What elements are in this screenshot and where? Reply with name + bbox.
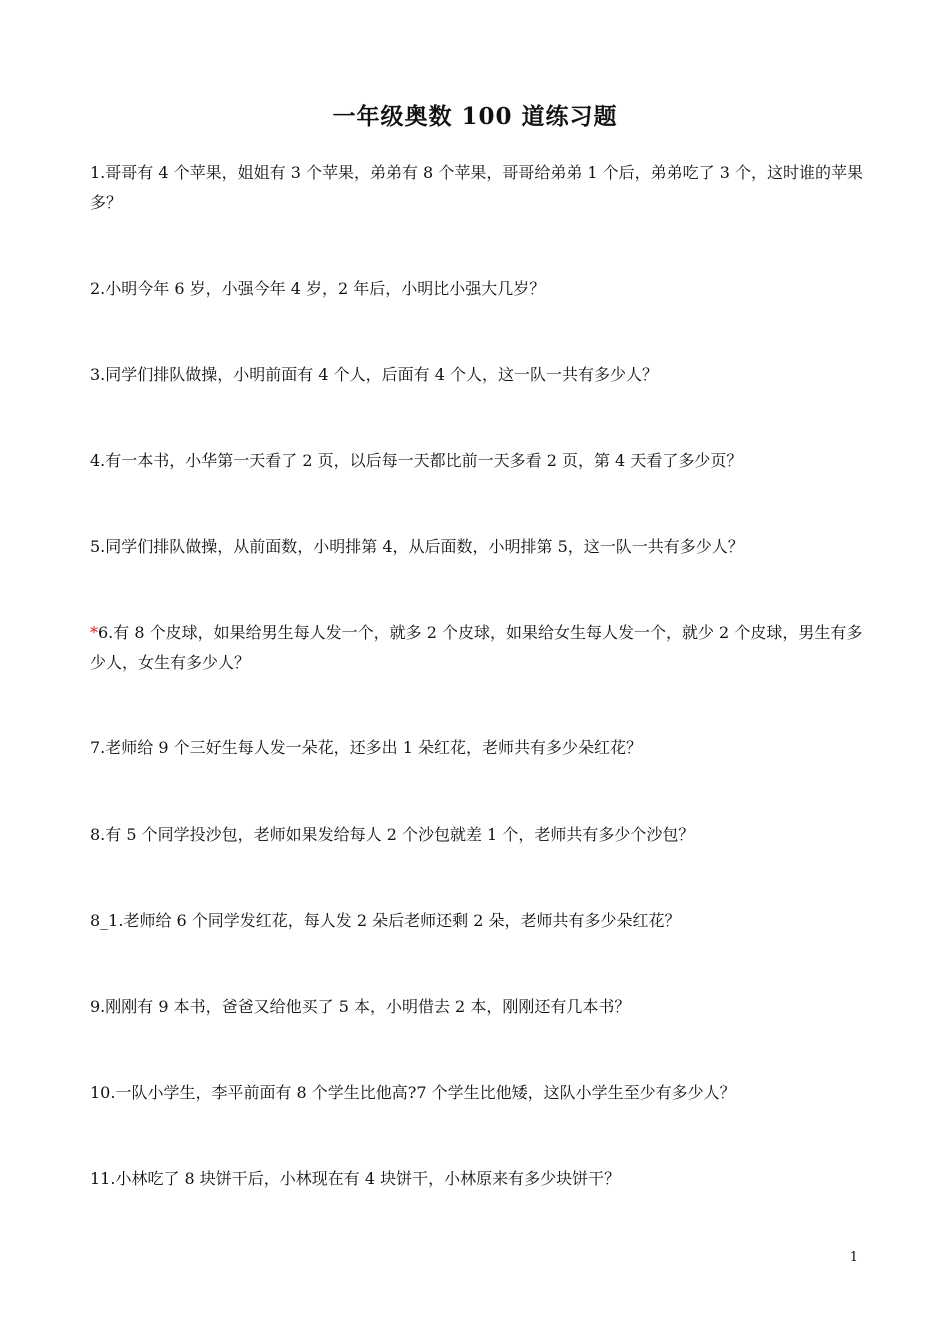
question-text: 有 5 个同学投沙包，老师如果发给每人 2 个沙包就差 1 个，老师共有多少个沙包？ [105, 825, 695, 844]
question-10 [90, 1078, 865, 1108]
question-number: 10. [90, 1083, 116, 1102]
question-number: 9. [90, 997, 106, 1016]
question-text: 有 8 个皮球，如果给男生每人发一个，就多 2 个皮球，如果给女生每人发一个，就少 2 个皮球，男生有多少人，女生有多少人？ [90, 623, 863, 672]
question-6 [90, 618, 865, 678]
question-text: 一队小学生，李平前面有 8 个学生比他高?7 个学生比他矮，这队小学生至少有多少人？ [115, 1083, 736, 1102]
question-number: 6. [98, 623, 114, 642]
question-1 [90, 158, 865, 218]
question-number: 4. [90, 451, 106, 470]
question-7 [90, 733, 865, 763]
question-3 [90, 360, 865, 390]
question-number: 5. [90, 537, 106, 556]
question-number: 7. [90, 738, 106, 757]
question-text: 老师给 9 个三好生每人发一朵花，还多出 1 朵红花，老师共有多少朵红花？ [105, 738, 642, 757]
question-text: 有一本书，小华第一天看了 2 页，以后每一天都比前一天多看 2 页，第 4 天看了多少页？ [105, 451, 743, 470]
question-8-1 [90, 906, 865, 936]
question-number: 11. [90, 1169, 116, 1188]
question-8 [90, 820, 865, 850]
question-number: 1. [90, 163, 106, 182]
question-text: 小明今年 6 岁，小强今年 4 岁，2 年后，小明比小强大几岁？ [105, 279, 546, 298]
question-4 [90, 446, 865, 476]
question-text: 老师给 6 个同学发红花，每人发 2 朵后老师还剩 2 朵，老师共有多少朵红花？ [123, 911, 681, 930]
question-text: 哥哥有 4 个苹果，姐姐有 3 个苹果，弟弟有 8 个苹果，哥哥给弟弟 1 个后，弟弟吃了 3 个，这时谁的苹果多？ [90, 163, 864, 212]
question-9 [90, 992, 865, 1022]
question-text: 同学们排队做操，小明前面有 4 个人，后面有 4 个人，这一队一共有多少人？ [105, 365, 658, 384]
star-marker-icon: * [90, 623, 98, 642]
question-text: 小林吃了 8 块饼干后，小林现在有 4 块饼干，小林原来有多少块饼干？ [115, 1169, 621, 1188]
question-text: 刚刚有 9 本书，爸爸又给他买了 5 本，小明借去 2 本，刚刚还有几本书？ [105, 997, 631, 1016]
question-number: 3. [90, 365, 106, 384]
question-number: 8_1. [90, 911, 124, 930]
question-11 [90, 1164, 865, 1194]
question-5 [90, 532, 865, 562]
page-number: 1 [849, 1250, 858, 1265]
page-title: 一年级奥数 100 道练习题 [332, 103, 618, 130]
question-2 [90, 274, 865, 304]
question-number: 2. [90, 279, 106, 298]
question-number: 8. [90, 825, 106, 844]
question-text: 同学们排队做操，从前面数，小明排第 4，从后面数，小明排第 5，这一队一共有多少人？ [105, 537, 744, 556]
